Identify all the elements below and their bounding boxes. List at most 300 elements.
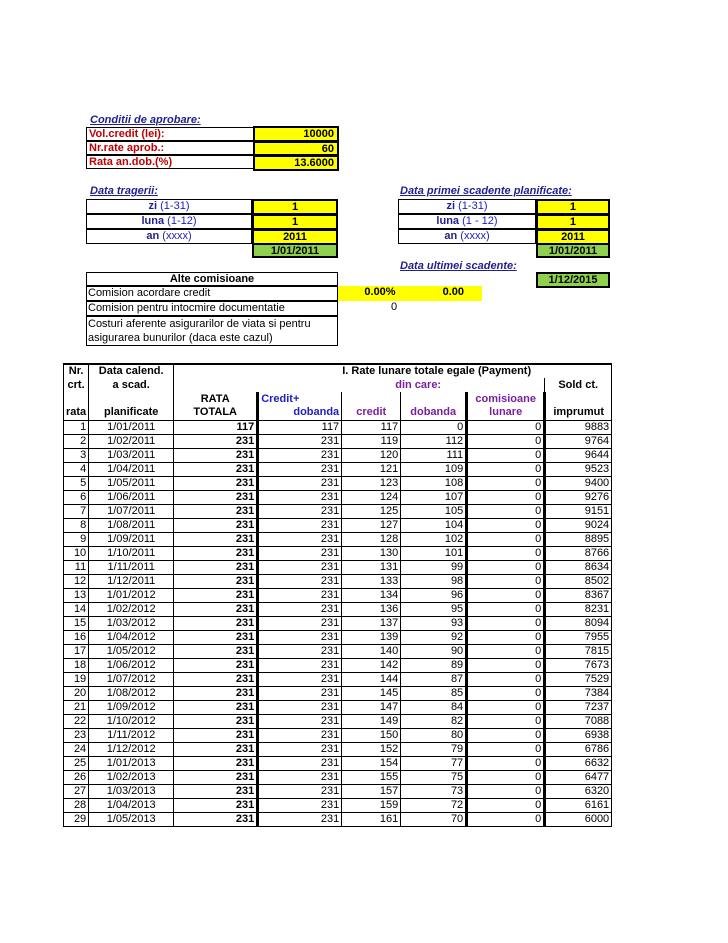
row-credit-dobanda[interactable]: 231 [258, 532, 342, 546]
row-credit[interactable]: 154 [342, 756, 401, 770]
conditii-title: Conditii de aprobare: [90, 114, 201, 126]
row-sold[interactable]: 6938 [545, 728, 612, 742]
row-sold[interactable]: 9400 [545, 476, 612, 490]
row-credit-dobanda[interactable]: 231 [258, 574, 342, 588]
row-rata-totala[interactable]: 231 [174, 602, 258, 616]
table-row [64, 798, 612, 812]
row-sold[interactable]: 8895 [545, 532, 612, 546]
row-credit[interactable]: 155 [342, 770, 401, 784]
row-rata-totala[interactable]: 231 [174, 756, 258, 770]
row-dobanda[interactable]: 75 [401, 770, 467, 784]
row-rata-totala[interactable]: 231 [174, 812, 258, 826]
row-date: 1/01/2011 [89, 420, 174, 434]
row-dobanda[interactable]: 92 [401, 630, 467, 644]
row-rata-totala[interactable]: 231 [174, 644, 258, 658]
nr-rate-input[interactable]: 60 [253, 141, 339, 156]
tragere-zi-input[interactable]: 1 [252, 199, 338, 215]
row-comisioane[interactable]: 0 [467, 812, 545, 826]
row-date: 1/06/2011 [89, 490, 174, 504]
row-dobanda[interactable]: 98 [401, 574, 467, 588]
costuri-asigurari-line1: Costuri aferente asigurarilor de viata si pentru [88, 318, 311, 330]
row-nr: 25 [64, 756, 89, 770]
row-dobanda[interactable]: 79 [401, 742, 467, 756]
row-comisioane[interactable]: 0 [467, 602, 545, 616]
row-sold[interactable]: 7529 [545, 672, 612, 686]
row-nr: 20 [64, 686, 89, 700]
row-sold[interactable]: 7955 [545, 630, 612, 644]
row-date: 1/08/2012 [89, 686, 174, 700]
row-dobanda[interactable]: 101 [401, 546, 467, 560]
header-credit: credit [342, 406, 401, 420]
scadenta-zi-input[interactable]: 1 [536, 199, 610, 215]
row-credit-dobanda[interactable]: 231 [258, 672, 342, 686]
row-rata-totala[interactable]: 231 [174, 476, 258, 490]
row-nr: 11 [64, 560, 89, 574]
row-sold[interactable]: 8766 [545, 546, 612, 560]
row-credit[interactable]: 139 [342, 630, 401, 644]
table-row [64, 770, 612, 784]
table-row [64, 700, 612, 714]
row-credit[interactable]: 134 [342, 588, 401, 602]
scadenta-date-value: 1/01/2011 [536, 243, 610, 258]
table-row [64, 630, 612, 644]
row-credit-dobanda[interactable]: 231 [258, 560, 342, 574]
header-imprumut: imprumut [545, 406, 612, 420]
row-nr: 27 [64, 784, 89, 798]
row-date: 1/10/2012 [89, 714, 174, 728]
row-dobanda[interactable]: 107 [401, 490, 467, 504]
header-rata-nr: rata [64, 406, 89, 420]
row-credit[interactable]: 128 [342, 532, 401, 546]
row-credit[interactable]: 145 [342, 686, 401, 700]
row-rata-totala[interactable]: 231 [174, 588, 258, 602]
row-dobanda[interactable]: 111 [401, 448, 467, 462]
scadenta-an-word: an [444, 230, 458, 242]
row-nr: 9 [64, 532, 89, 546]
row-dobanda[interactable]: 99 [401, 560, 467, 574]
row-dobanda[interactable]: 96 [401, 588, 467, 602]
tragere-luna-label [86, 214, 252, 229]
row-credit-dobanda[interactable]: 231 [258, 770, 342, 784]
tragere-luna-input[interactable]: 1 [252, 214, 338, 230]
header-a-scad: a scad. [89, 378, 174, 392]
row-date: 1/05/2013 [89, 812, 174, 826]
row-sold[interactable]: 9644 [545, 448, 612, 462]
header-totala: TOTALA [174, 406, 258, 420]
tragere-an-range: (xxxx) [162, 230, 192, 242]
row-sold[interactable]: 7088 [545, 714, 612, 728]
header-credit-plus: Credit+ [258, 392, 342, 406]
row-comisioane[interactable]: 0 [467, 658, 545, 672]
row-dobanda[interactable]: 105 [401, 504, 467, 518]
row-sold[interactable]: 9764 [545, 434, 612, 448]
row-rata-totala[interactable]: 231 [174, 462, 258, 476]
row-credit-dobanda[interactable]: 231 [258, 588, 342, 602]
row-nr: 24 [64, 742, 89, 756]
row-credit[interactable]: 157 [342, 784, 401, 798]
row-comisioane[interactable]: 0 [467, 798, 545, 812]
row-credit-dobanda[interactable]: 231 [258, 756, 342, 770]
row-sold[interactable]: 8367 [545, 588, 612, 602]
row-rata-totala[interactable]: 231 [174, 658, 258, 672]
row-credit[interactable]: 147 [342, 700, 401, 714]
row-dobanda[interactable]: 95 [401, 602, 467, 616]
header-group: I. Rate lunare totale egale (Payment) [174, 364, 612, 378]
row-rata-totala[interactable]: 231 [174, 728, 258, 742]
row-credit-dobanda[interactable]: 117 [258, 420, 342, 434]
row-comisioane[interactable]: 0 [467, 700, 545, 714]
comision-acordare-label: Comision acordare credit [86, 286, 338, 301]
rata-dobanda-label: Rata an.dob.(%) [86, 155, 254, 169]
row-dobanda[interactable]: 109 [401, 462, 467, 476]
table-row [64, 756, 612, 770]
row-credit[interactable]: 130 [342, 546, 401, 560]
row-dobanda[interactable]: 72 [401, 798, 467, 812]
row-nr: 28 [64, 798, 89, 812]
row-rata-totala[interactable]: 231 [174, 448, 258, 462]
row-comisioane[interactable]: 0 [467, 686, 545, 700]
row-credit-dobanda[interactable]: 231 [258, 518, 342, 532]
row-sold[interactable]: 8231 [545, 602, 612, 616]
row-comisioane[interactable]: 0 [467, 420, 545, 434]
row-sold[interactable]: 6161 [545, 798, 612, 812]
row-credit-dobanda[interactable]: 231 [258, 812, 342, 826]
row-rata-totala[interactable]: 231 [174, 560, 258, 574]
table-row [64, 784, 612, 798]
row-comisioane[interactable]: 0 [467, 588, 545, 602]
row-credit[interactable]: 127 [342, 518, 401, 532]
row-sold[interactable]: 7384 [545, 686, 612, 700]
row-credit[interactable]: 136 [342, 602, 401, 616]
row-nr: 1 [64, 420, 89, 434]
row-sold[interactable]: 7673 [545, 658, 612, 672]
row-sold[interactable]: 6786 [545, 742, 612, 756]
row-credit[interactable]: 133 [342, 574, 401, 588]
row-dobanda[interactable]: 0 [401, 420, 467, 434]
row-date: 1/03/2011 [89, 448, 174, 462]
row-nr: 7 [64, 504, 89, 518]
row-credit[interactable]: 140 [342, 644, 401, 658]
table-row [64, 518, 612, 532]
row-comisioane[interactable]: 0 [467, 518, 545, 532]
row-comisioane[interactable]: 0 [467, 672, 545, 686]
row-credit-dobanda[interactable]: 231 [258, 728, 342, 742]
row-sold[interactable]: 7237 [545, 700, 612, 714]
table-row [64, 644, 612, 658]
row-rata-totala[interactable]: 231 [174, 714, 258, 728]
row-sold[interactable]: 9523 [545, 462, 612, 476]
row-credit-dobanda[interactable]: 231 [258, 434, 342, 448]
row-rata-totala[interactable]: 231 [174, 784, 258, 798]
row-credit[interactable]: 142 [342, 658, 401, 672]
row-date: 1/03/2013 [89, 784, 174, 798]
row-dobanda[interactable]: 77 [401, 756, 467, 770]
row-comisioane[interactable]: 0 [467, 756, 545, 770]
comision-acordare-value: 0.00 [422, 286, 482, 301]
table-row [64, 504, 612, 518]
tragere-an-label [86, 229, 252, 244]
row-dobanda[interactable]: 80 [401, 728, 467, 742]
row-sold[interactable]: 8502 [545, 574, 612, 588]
row-date: 1/04/2013 [89, 798, 174, 812]
row-credit-dobanda[interactable]: 231 [258, 476, 342, 490]
row-comisioane[interactable]: 0 [467, 742, 545, 756]
row-comisioane[interactable]: 0 [467, 770, 545, 784]
table-row [64, 812, 612, 826]
row-credit-dobanda[interactable]: 231 [258, 798, 342, 812]
row-date: 1/08/2011 [89, 518, 174, 532]
table-row [64, 574, 612, 588]
row-nr: 14 [64, 602, 89, 616]
row-rata-totala[interactable]: 231 [174, 630, 258, 644]
row-comisioane[interactable]: 0 [467, 490, 545, 504]
table-row [64, 420, 612, 434]
header-date: Data calend. [89, 364, 174, 378]
row-comisioane[interactable]: 0 [467, 462, 545, 476]
row-credit[interactable]: 131 [342, 560, 401, 574]
row-comisioane[interactable]: 0 [467, 434, 545, 448]
row-credit-dobanda[interactable]: 231 [258, 546, 342, 560]
row-comisioane[interactable]: 0 [467, 532, 545, 546]
row-credit[interactable]: 119 [342, 434, 401, 448]
row-sold[interactable]: 8094 [545, 616, 612, 630]
row-rata-totala[interactable]: 231 [174, 504, 258, 518]
row-credit-dobanda[interactable]: 231 [258, 784, 342, 798]
row-comisioane[interactable]: 0 [467, 630, 545, 644]
row-nr: 10 [64, 546, 89, 560]
row-comisioane[interactable]: 0 [467, 560, 545, 574]
table-row [64, 490, 612, 504]
row-comisioane[interactable]: 0 [467, 448, 545, 462]
data-tragerii-title: Data tragerii: [90, 185, 158, 197]
row-nr: 5 [64, 476, 89, 490]
row-credit[interactable]: 150 [342, 728, 401, 742]
scadenta-luna-input[interactable]: 1 [536, 214, 610, 230]
scadenta-luna-label [398, 214, 536, 229]
row-date: 1/10/2011 [89, 546, 174, 560]
row-credit-dobanda[interactable]: 231 [258, 686, 342, 700]
table-row [64, 672, 612, 686]
comision-documentatie-label: Comision pentru intocmire documentatie [86, 301, 338, 316]
row-rata-totala[interactable]: 231 [174, 490, 258, 504]
header-dobanda-2: dobanda [401, 406, 467, 420]
row-rata-totala[interactable]: 231 [174, 574, 258, 588]
row-date: 1/05/2012 [89, 644, 174, 658]
table-row [64, 658, 612, 672]
row-credit[interactable]: 161 [342, 812, 401, 826]
row-nr: 3 [64, 448, 89, 462]
row-comisioane[interactable]: 0 [467, 784, 545, 798]
row-nr: 15 [64, 616, 89, 630]
row-date: 1/02/2012 [89, 602, 174, 616]
row-dobanda[interactable]: 89 [401, 658, 467, 672]
row-comisioane[interactable]: 0 [467, 504, 545, 518]
row-credit-dobanda[interactable]: 231 [258, 616, 342, 630]
costuri-asigurari-line2: asigurarea bunurilor (daca este cazul) [88, 332, 273, 344]
row-credit-dobanda[interactable]: 231 [258, 658, 342, 672]
row-credit-dobanda[interactable]: 231 [258, 714, 342, 728]
row-credit-dobanda[interactable]: 231 [258, 644, 342, 658]
row-dobanda[interactable]: 70 [401, 812, 467, 826]
row-rata-totala[interactable]: 231 [174, 798, 258, 812]
comisioane-title: Alte comisioane [86, 272, 338, 286]
row-rata-totala[interactable]: 231 [174, 518, 258, 532]
header-lunare: lunare [467, 406, 545, 420]
row-dobanda[interactable]: 90 [401, 644, 467, 658]
table-row [64, 728, 612, 742]
row-date: 1/07/2011 [89, 504, 174, 518]
row-rata-totala[interactable]: 231 [174, 532, 258, 546]
scadenta-luna-range: (1 - 12) [462, 215, 498, 227]
comision-documentatie-value[interactable]: 0 [390, 301, 398, 313]
row-date: 1/02/2011 [89, 434, 174, 448]
row-rata-totala[interactable]: 231 [174, 686, 258, 700]
row-credit-dobanda[interactable]: 231 [258, 504, 342, 518]
table-row [64, 742, 612, 756]
row-sold[interactable]: 9151 [545, 504, 612, 518]
table-row [64, 616, 612, 630]
row-dobanda[interactable]: 104 [401, 518, 467, 532]
row-comisioane[interactable]: 0 [467, 546, 545, 560]
row-dobanda[interactable]: 84 [401, 700, 467, 714]
row-rata-totala[interactable]: 117 [174, 420, 258, 434]
row-credit-dobanda[interactable]: 231 [258, 490, 342, 504]
row-credit-dobanda[interactable]: 231 [258, 448, 342, 462]
row-dobanda[interactable]: 73 [401, 784, 467, 798]
row-date: 1/12/2011 [89, 574, 174, 588]
row-credit[interactable]: 120 [342, 448, 401, 462]
row-credit[interactable]: 137 [342, 616, 401, 630]
row-credit[interactable]: 159 [342, 798, 401, 812]
row-rata-totala[interactable]: 231 [174, 672, 258, 686]
header-crt: crt. [64, 378, 89, 392]
tragere-zi-range: (1-31) [160, 200, 190, 212]
row-sold[interactable]: 9024 [545, 518, 612, 532]
row-date: 1/09/2011 [89, 532, 174, 546]
row-nr: 6 [64, 490, 89, 504]
row-date: 1/12/2012 [89, 742, 174, 756]
row-comisioane[interactable]: 0 [467, 714, 545, 728]
row-nr: 4 [64, 462, 89, 476]
tragere-date-value: 1/01/2011 [252, 243, 338, 258]
row-date: 1/09/2012 [89, 700, 174, 714]
ultima-scadenta-title: Data ultimei scadente: [400, 260, 517, 272]
row-credit-dobanda[interactable]: 231 [258, 602, 342, 616]
row-dobanda[interactable]: 93 [401, 616, 467, 630]
scadenta-zi-range: (1-31) [458, 200, 488, 212]
row-credit-dobanda[interactable]: 231 [258, 630, 342, 644]
row-sold[interactable]: 9883 [545, 420, 612, 434]
row-date: 1/01/2013 [89, 756, 174, 770]
row-nr: 13 [64, 588, 89, 602]
tragere-zi-word: zi [148, 200, 158, 212]
row-date: 1/04/2011 [89, 462, 174, 476]
costuri-asigurari-label [86, 316, 338, 346]
row-date: 1/11/2012 [89, 728, 174, 742]
row-credit-dobanda[interactable]: 231 [258, 742, 342, 756]
row-nr: 22 [64, 714, 89, 728]
row-comisioane[interactable]: 0 [467, 644, 545, 658]
scadenta-luna-word: luna [436, 215, 460, 227]
tragere-an-input[interactable]: 2011 [252, 229, 338, 245]
row-date: 1/04/2012 [89, 630, 174, 644]
row-nr: 29 [64, 812, 89, 826]
scadenta-zi-label [398, 199, 536, 214]
header-rata: RATA [174, 392, 258, 406]
row-credit-dobanda[interactable]: 231 [258, 462, 342, 476]
row-nr: 21 [64, 700, 89, 714]
row-credit[interactable]: 149 [342, 714, 401, 728]
row-date: 1/05/2011 [89, 476, 174, 490]
row-rata-totala[interactable]: 231 [174, 434, 258, 448]
row-credit[interactable]: 121 [342, 462, 401, 476]
table-row [64, 476, 612, 490]
row-comisioane[interactable]: 0 [467, 476, 545, 490]
row-credit[interactable]: 152 [342, 742, 401, 756]
row-sold[interactable]: 6000 [545, 812, 612, 826]
rata-dobanda-input[interactable]: 13.6000 [253, 155, 339, 171]
row-credit[interactable]: 117 [342, 420, 401, 434]
row-sold[interactable]: 8634 [545, 560, 612, 574]
row-rata-totala[interactable]: 231 [174, 616, 258, 630]
row-credit-dobanda[interactable]: 231 [258, 700, 342, 714]
row-sold[interactable]: 6477 [545, 770, 612, 784]
row-credit[interactable]: 144 [342, 672, 401, 686]
row-rata-totala[interactable]: 231 [174, 700, 258, 714]
ultima-scadenta-date: 1/12/2015 [536, 272, 610, 288]
row-sold[interactable]: 6632 [545, 756, 612, 770]
row-date: 1/02/2013 [89, 770, 174, 784]
table-row [64, 714, 612, 728]
row-date: 1/03/2012 [89, 616, 174, 630]
row-dobanda[interactable]: 82 [401, 714, 467, 728]
header-sold: Sold ct. [545, 378, 612, 392]
row-dobanda[interactable]: 102 [401, 532, 467, 546]
amortization-rows [64, 420, 612, 826]
tragere-luna-range: (1-12) [167, 215, 197, 227]
row-comisioane[interactable]: 0 [467, 574, 545, 588]
row-rata-totala[interactable]: 231 [174, 546, 258, 560]
row-credit[interactable]: 123 [342, 476, 401, 490]
row-rata-totala[interactable]: 231 [174, 742, 258, 756]
table-row [64, 686, 612, 700]
row-nr: 12 [64, 574, 89, 588]
row-sold[interactable]: 6320 [545, 784, 612, 798]
row-sold[interactable]: 7815 [545, 644, 612, 658]
row-nr: 8 [64, 518, 89, 532]
table-row [64, 560, 612, 574]
row-sold[interactable]: 9276 [545, 490, 612, 504]
header-planificate: planificate [89, 406, 174, 420]
row-dobanda[interactable]: 108 [401, 476, 467, 490]
row-comisioane[interactable]: 0 [467, 616, 545, 630]
tragere-luna-word: luna [141, 215, 165, 227]
row-date: 1/11/2011 [89, 560, 174, 574]
comision-acordare-pct[interactable]: 0.00% [338, 286, 422, 301]
row-nr: 19 [64, 672, 89, 686]
row-credit[interactable]: 124 [342, 490, 401, 504]
scadenta-an-input[interactable]: 2011 [536, 229, 610, 245]
row-credit[interactable]: 125 [342, 504, 401, 518]
row-comisioane[interactable]: 0 [467, 728, 545, 742]
row-rata-totala[interactable]: 231 [174, 770, 258, 784]
row-dobanda[interactable]: 87 [401, 672, 467, 686]
table-row [64, 588, 612, 602]
row-dobanda[interactable]: 85 [401, 686, 467, 700]
prima-scadenta-title: Data primei scadente planificate: [400, 185, 572, 197]
row-dobanda[interactable]: 112 [401, 434, 467, 448]
vol-credit-input[interactable]: 10000 [253, 126, 339, 142]
